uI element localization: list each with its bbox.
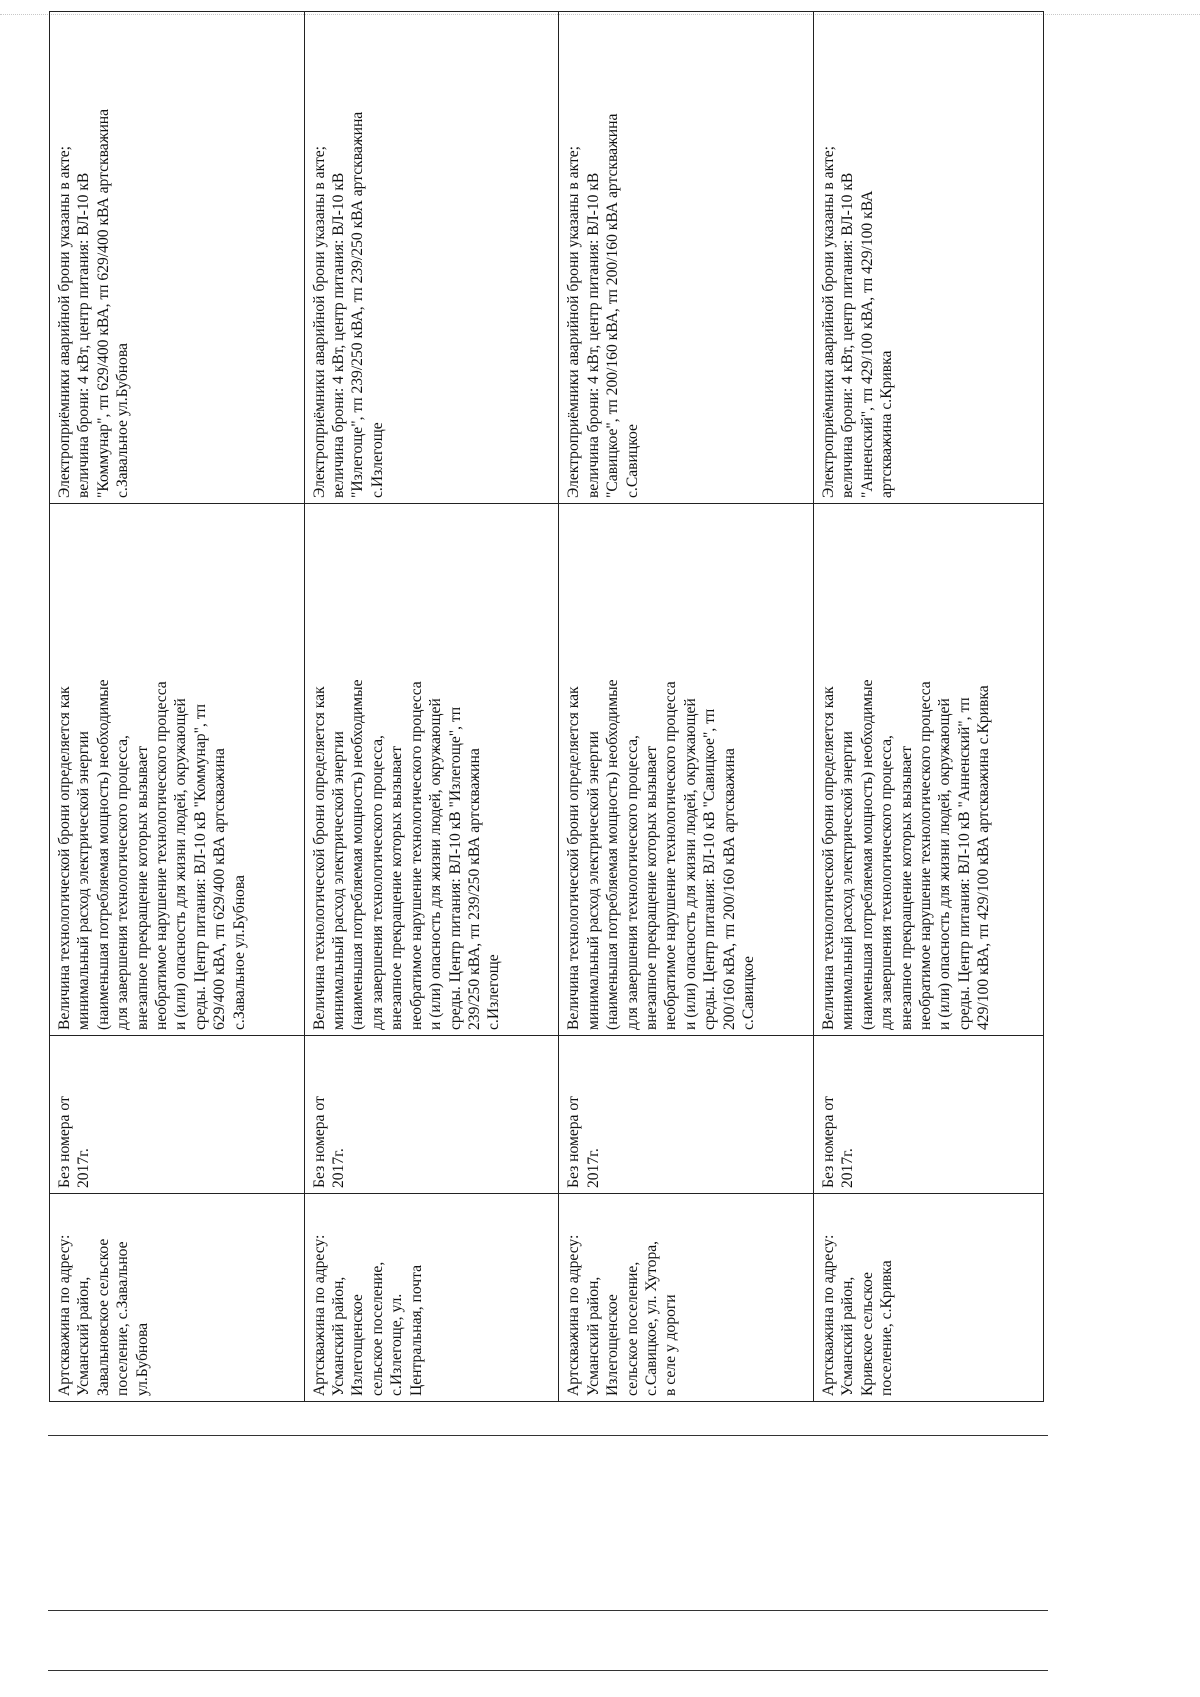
horizontal-rule (48, 1610, 1048, 1611)
document-cell: Без номера от 2017г. (559, 1036, 814, 1194)
table-row (559, 12, 814, 1402)
object-address-cell: Артскважина по адресу: Усманский район, Излегощенское сельское поселение, с.Савицкое, ул. Хутора, в селе у дороги (559, 1194, 814, 1402)
emergency-reserve-cell: Электроприёмники аварийной брони указаны в акте; величина брони: 4 кВт, центр питания: ВЛ-10 кВ "Коммунар", тп 629/400 кВА, тп 629/400 кВА артскважина с.Завальное ул.Бубнова (50, 12, 305, 504)
horizontal-rule (48, 1670, 1048, 1671)
tech-reserve-cell: Величина технологической брони определяется как минимальный расход электрической энергии (наименьшая потребляемая мощность) необходимые для завершения технологического процесса, внезапное прекращение которых вызывает необратимое нарушение технологического процесса и (или) опасность для жизни людей, окружающей среды. Центр питания: ВЛ-10 кВ "Излегоще", тп 239/250 кВА, тп 239/250 кВА артскважина с.Излегоще (304, 504, 559, 1036)
object-address-cell: Артскважина по адресу: Усманский район, Кривское сельское поселение, с.Кривка (814, 1194, 1044, 1402)
rotated-table-wrapper (49, 52, 1044, 1402)
document-cell: Без номера от 2017г. (304, 1036, 559, 1194)
object-address-cell: Артскважина по адресу: Усманский район, Завальновское сельское поселение, с.Завальное ул.Бубнова (50, 1194, 305, 1402)
document-cell: Без номера от 2017г. (50, 1036, 305, 1194)
emergency-reserve-cell: Электроприёмники аварийной брони указаны в акте; величина брони: 4 кВт, центр питания: ВЛ-10 кВ "Савицкое", тп 200/160 кВА, тп 200/160 кВА артскважина с.Савицкое (559, 12, 814, 504)
table-row (50, 12, 305, 1402)
object-address-cell: Артскважина по адресу: Усманский район, Излегощенское сельское поселение, с.Излегоще, ул. Центральная, почта (304, 1194, 559, 1402)
emergency-reserve-cell: Электроприёмники аварийной брони указаны в акте; величина брони: 4 кВт, центр питания: ВЛ-10 кВ "Анненский", тп 429/100 кВА, тп 429/100 кВА артскважина с.Кривка (814, 12, 1044, 504)
document-cell: Без номера от 2017г. (814, 1036, 1044, 1194)
table-row (304, 12, 559, 1402)
tech-reserve-cell: Величина технологической брони определяется как минимальный расход электрической энергии (наименьшая потребляемая мощность) необходимые для завершения технологического процесса, внезапное прекращение которых вызывает необратимое нарушение технологического процесса и (или) опасность для жизни людей, окружающей среды. Центр питания: ВЛ-10 кВ "Савицкое", тп 200/160 кВА, тп 200/160 кВА артскважина с.Савицкое (559, 504, 814, 1036)
tech-reserve-cell: Величина технологической брони определяется как минимальный расход электрической энергии (наименьшая потребляемая мощность) необходимые для завершения технологического процесса, внезапное прекращение которых вызывает необратимое нарушение технологического процесса и (или) опасность для жизни людей, окружающей среды. Центр питания: ВЛ-10 кВ "Коммунар", тп 629/400 кВА, тп 629/400 кВА артскважина с.Завальное ул.Бубнова (50, 504, 305, 1036)
reserve-table (49, 11, 1044, 1402)
tech-reserve-cell: Величина технологической брони определяется как минимальный расход электрической энергии (наименьшая потребляемая мощность) необходимые для завершения технологического процесса, внезапное прекращение которых вызывает необратимое нарушение технологического процесса и (или) опасность для жизни людей, окружающей среды. Центр питания: ВЛ-10 кВ "Анненский", тп 429/100 кВА, тп 429/100 кВА артскважина с.Кривка (814, 504, 1044, 1036)
emergency-reserve-cell: Электроприёмники аварийной брони указаны в акте; величина брони: 4 кВт, центр питания: ВЛ-10 кВ "Излегоще", тп 239/250 кВА, тп 239/250 кВА артскважина с.Излегоще (304, 12, 559, 504)
horizontal-rule (48, 1435, 1048, 1436)
table-row (814, 12, 1044, 1402)
